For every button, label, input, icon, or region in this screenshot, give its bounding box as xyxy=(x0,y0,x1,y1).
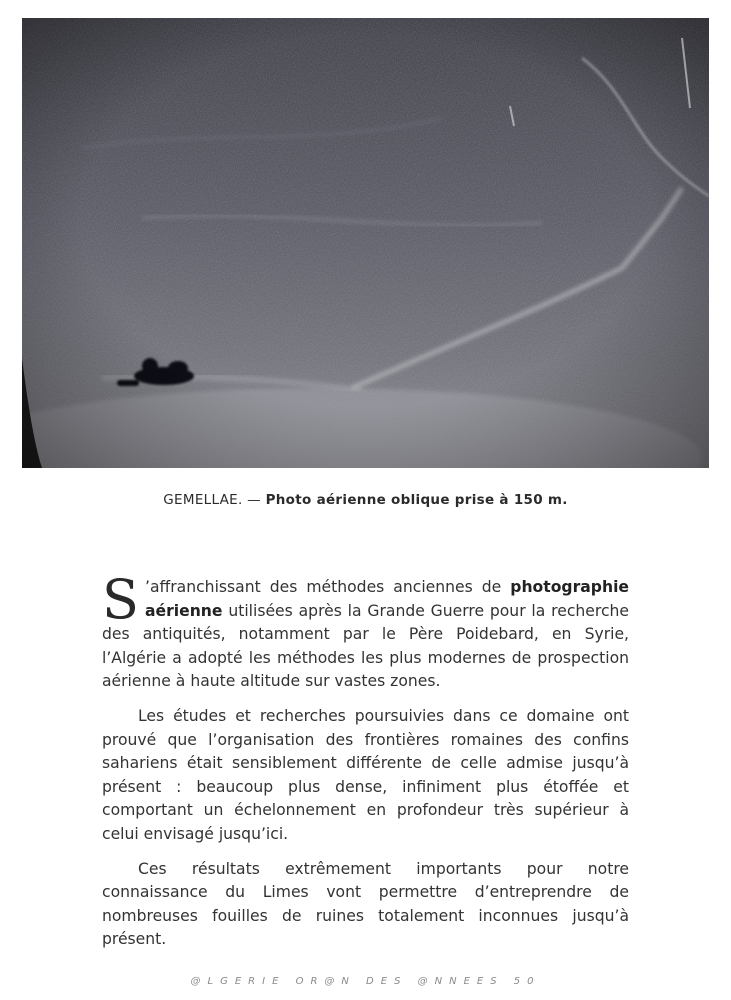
caption-site: GEMELLAE. — xyxy=(163,492,261,508)
p1-before: ’affranchissant des méthodes anciennes de xyxy=(145,578,502,596)
aerial-photograph xyxy=(22,18,709,468)
caption-description: Photo aérienne oblique prise à 150 m. xyxy=(265,492,568,508)
article-body xyxy=(102,568,629,963)
footer-watermark: @LGERIE OR@N DES @NNEES 50 xyxy=(190,976,541,987)
p1-bold-term: photographie aérienne xyxy=(145,578,629,620)
paragraph-2: Les études et recherches poursuivies dans ce domaine ont prouvé que l’organisation des frontières romaines des confins sahariens était sensiblement différente de celle admise jusqu’à présent : beaucoup plus dense, infiniment plus étoffée et comportant un échelonnement en profondeur très supérieur à celui envisagé jusqu’ici. xyxy=(102,706,629,843)
paragraph-3: Ces résultats extrêmement importants pour notre connaissance du Limes vont permettre d’entreprendre de nombreuses fouilles de ruines totalement inconnues jusqu’à présent. xyxy=(102,859,629,949)
p1-after: utilisées après la Grande Guerre pour la recherche des antiquités, notamment par le Père Poidebard, en Syrie, l’Algérie a adopté les méthodes les plus modernes de prospection aérienne à haute altitude sur vastes zones. xyxy=(102,601,629,691)
drop-cap: S xyxy=(102,568,139,631)
photo-caption xyxy=(0,492,731,508)
paragraph-1 xyxy=(102,568,629,694)
